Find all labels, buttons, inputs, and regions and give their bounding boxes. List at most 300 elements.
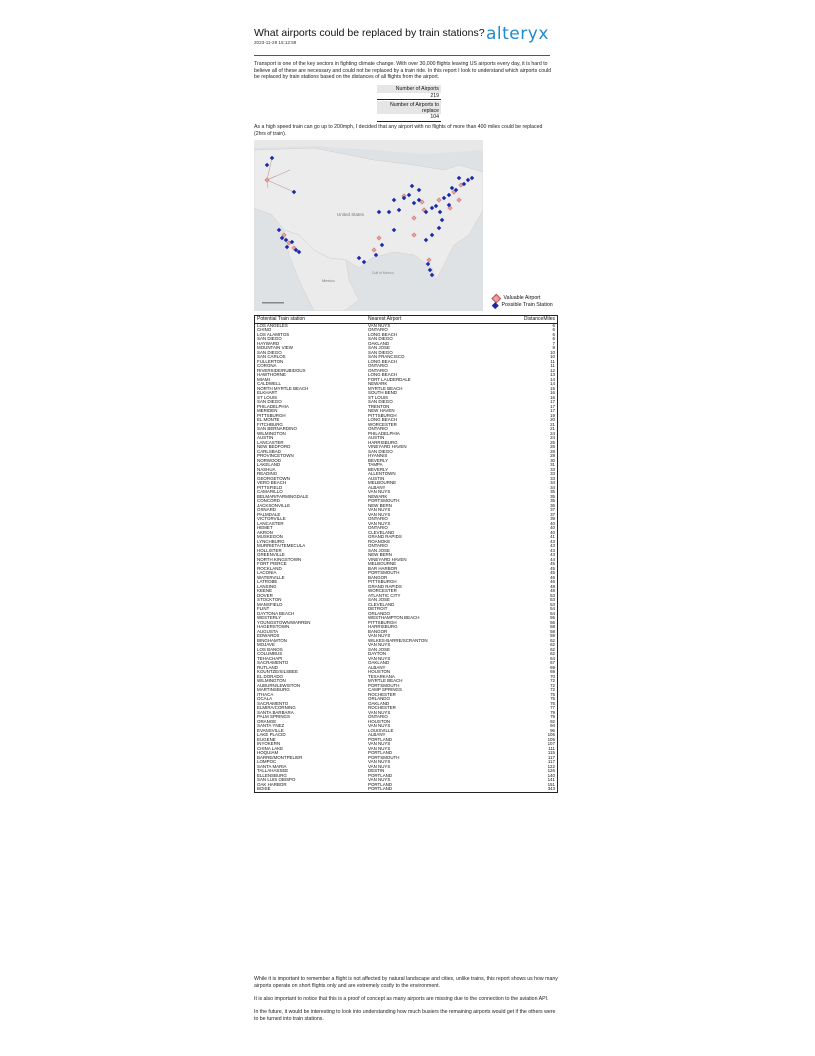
cell-station: CAMARILLO [257, 490, 283, 494]
replace-label-line1: Number of Airports to [389, 101, 439, 108]
cell-airport: NEWARK [368, 382, 388, 386]
cell-airport: ST LOUIS [368, 395, 389, 400]
col-header-airport: Nearest Airport [368, 316, 402, 322]
cell-airport: PHILADELPHIA [368, 431, 400, 436]
cell-station: FULLERTON [257, 359, 284, 364]
cell-airport: VAN NUYS [368, 521, 391, 526]
cell-airport: ONTARIO [368, 364, 388, 368]
cell-distance: 37 [550, 507, 555, 512]
cell-distance: 41 [550, 534, 555, 539]
cell-station: LATROBE [257, 580, 278, 584]
cell-station: NEW BEDFORD [257, 445, 291, 449]
cell-distance: 62 [550, 637, 555, 643]
cell-airport: TEXARKANA [368, 674, 395, 679]
cell-station: LYNCHBURG [257, 539, 285, 544]
cell-station: EVANSVILLE [257, 728, 284, 733]
cell-airport: OAKLAND [368, 701, 390, 706]
cell-airport: ORLANDO [368, 611, 390, 616]
cell-station: CHINA LAKE [257, 746, 284, 751]
cell-airport: DETROIT [368, 607, 388, 611]
cell-station: COLUMBUS [257, 652, 283, 656]
cell-station: LOS ANGELES [257, 323, 288, 328]
cell-airport: PORTLAND [368, 751, 393, 755]
cell-distance: 28 [550, 448, 555, 454]
cell-distance: 35 [550, 493, 555, 499]
cell-airport: ONTARIO [368, 368, 388, 373]
cell-airport: SAN FRANCISCO [368, 355, 405, 359]
cell-distance: 31 [550, 462, 555, 467]
cell-distance: 21 [550, 426, 555, 431]
cell-airport: WILKES-BARRE/SCRANTON [368, 638, 428, 643]
cell-station: PITTSFIELD [257, 485, 283, 490]
cell-station: SANTA MARIA [257, 764, 287, 769]
cell-airport: ONTARIO [368, 526, 388, 530]
cell-station: NORTH MYRTLE BEACH [257, 386, 309, 391]
cell-airport: MELBOURNE [368, 562, 397, 566]
cell-distance: 55 [550, 615, 555, 620]
cell-airport: PORTLAND [368, 773, 393, 778]
cell-airport: ONTARIO [368, 427, 388, 431]
cell-distance: 39 [550, 516, 555, 521]
cell-station: VICTORVILLE [257, 517, 286, 521]
cell-station: SAN CARLOS [257, 355, 286, 359]
cell-airport: SAN DIEGO [368, 337, 393, 341]
cell-distance: 107 [547, 741, 555, 746]
cell-station: PITTSBURGH [257, 413, 286, 418]
cell-distance: 62 [550, 651, 555, 656]
table-row [255, 787, 557, 792]
train-speed-paragraph: As a high speed train can go up to 200mph, I decided that any airport with no flights of more than 400 miles could be replaced (2hrs of train). [254, 124, 543, 137]
cell-airport: CLEVELAND [368, 530, 395, 535]
replace-value: 104 [377, 114, 441, 122]
cell-airport: SAN JOSE [368, 598, 390, 602]
cell-airport: PORTSMOUTH [368, 755, 400, 760]
cell-airport: LOUISVILLE [368, 728, 394, 733]
cell-station: MERIDEN [257, 409, 278, 413]
cell-station: LANCASTER [257, 521, 284, 526]
cell-airport: TRENTON [368, 404, 390, 409]
cell-distance: 20 [550, 417, 555, 422]
cell-station: CORONA [257, 364, 277, 368]
cell-station: EUGENE [257, 737, 276, 742]
replace-label [377, 101, 441, 114]
cell-distance: 7 [552, 340, 555, 346]
cell-airport: ALBANY [368, 485, 386, 490]
cell-distance: 77 [550, 705, 555, 710]
cell-distance: 45 [550, 561, 555, 566]
cell-airport: VINEYARD HAVEN [368, 557, 407, 562]
cell-airport: VAN NUYS [368, 656, 391, 661]
cell-station: ROCKLAND [257, 566, 282, 571]
cell-distance: 21 [550, 421, 555, 427]
cell-distance: 59 [550, 633, 555, 638]
cell-airport: OAKLAND [368, 341, 390, 346]
cell-distance: 36 [550, 502, 555, 508]
cell-station: VERO BEACH [257, 481, 287, 485]
cell-airport: BANGOR [368, 629, 388, 634]
cell-airport: MYRTLE BEACH [368, 679, 403, 683]
cell-airport: PORTLAND [368, 782, 393, 787]
cell-station: OXNARD [257, 508, 276, 512]
cell-station: ELMIRA/CORNING [257, 706, 296, 710]
cell-distance: 35 [550, 498, 555, 503]
cell-distance: 34 [550, 484, 555, 490]
cell-station: SANTA BARBARA [257, 710, 294, 715]
cell-station: MUSKEGON [257, 535, 283, 539]
cell-station: ELKHART [257, 391, 278, 395]
cell-airport: PORTSMOUTH [368, 571, 400, 575]
cell-airport: WESTHAMPTON BEACH [368, 616, 420, 620]
cell-distance: 37 [550, 511, 555, 517]
cell-station: SANTA YNEZ [257, 724, 285, 728]
cell-station: ORANGE [257, 719, 277, 724]
cell-station: LOS BANOS [257, 647, 283, 652]
cell-station: HAWTHORNE [257, 373, 286, 377]
cell-station: INYOKERN [257, 742, 281, 746]
cell-airport: ONTARIO [368, 544, 388, 548]
cell-airport: PORTSMOUTH [368, 683, 400, 688]
cell-airport: ATLANTIC CITY [368, 593, 401, 598]
cell-station: FITCHBURG [257, 422, 283, 427]
cell-airport: ALBANY [368, 733, 386, 737]
closing-paragraph-2: It is also important to notice that this is a proof of concept as many airports are missing due to the connection to the aviation API. [254, 995, 549, 1002]
cell-station: SAN DIEGO [257, 350, 282, 355]
cell-station: SACRAMENTO [257, 701, 289, 706]
cell-airport: TAMPA [368, 463, 383, 467]
cell-station: WATERVILLE [257, 575, 285, 580]
cell-airport: LONG BEACH [368, 418, 398, 422]
cell-station: NORTH KINGSTOWN [257, 557, 302, 562]
cell-distance: 10 [550, 354, 555, 359]
cell-airport: MYRTLE BEACH [368, 386, 403, 391]
cell-station: HAYWARD [257, 341, 280, 346]
cell-distance: 151 [547, 781, 555, 787]
cell-airport: ALBANY [368, 665, 386, 670]
train-station-table [254, 315, 558, 793]
cell-airport: WORCESTER [368, 422, 397, 427]
legend-train-label: Possible Train Station [501, 302, 553, 308]
cell-airport: BAR HARBOR [368, 566, 398, 571]
cell-distance: 14 [550, 381, 555, 386]
cell-distance: 58 [550, 628, 555, 634]
cell-distance: 40 [550, 525, 555, 530]
cell-airport: LONG BEACH [368, 332, 398, 337]
cell-distance: 30 [550, 457, 555, 463]
cell-airport: GRAND RAPIDS [368, 535, 402, 539]
cell-station: BOISE [257, 787, 271, 791]
cell-airport: PORTLAND [368, 787, 393, 791]
cell-distance: 43 [550, 552, 555, 557]
cell-airport: HOUSTON [368, 719, 391, 724]
cell-distance: 15 [550, 385, 555, 391]
cell-station: LAKELAND [257, 463, 281, 467]
cell-station: MIAMI [257, 377, 270, 382]
cell-airport: HYANNIS [368, 454, 388, 458]
cell-station: LANCASTER [257, 440, 284, 445]
cell-distance: 17 [550, 408, 555, 413]
cell-station: NORWOOD [257, 458, 282, 463]
closing-paragraph-1: While it is important to remember a flight is not affected by natural landscape and cities, unlike trains, this report shows us how many airports operate on short flights only and are extremely costly to the environment. [254, 976, 558, 989]
cell-station: LANSING [257, 584, 277, 589]
cell-distance: 48 [550, 588, 555, 593]
cell-distance: 12 [550, 367, 555, 373]
cell-distance: 35 [550, 489, 555, 494]
cell-distance: 43 [550, 547, 555, 553]
cell-station: DOVER [257, 593, 273, 598]
cell-distance: 10 [550, 349, 555, 355]
cell-distance: 117 [547, 759, 555, 764]
cell-distance: 75 [550, 696, 555, 701]
cell-airport: BEVERLY [368, 467, 389, 472]
alteryx-logo: alteryx [486, 24, 549, 44]
cell-airport: HARRISBURG [368, 625, 398, 629]
cell-station: BARRE/MONTPELIER [257, 755, 303, 760]
cell-station: BINGHAMTON [257, 638, 287, 643]
cell-station: CARLSBAD [257, 449, 281, 454]
cell-distance: 62 [550, 646, 555, 652]
cell-airport: NEW BERN [368, 553, 392, 557]
cell-airport: BEVERLY [368, 458, 389, 463]
cell-airport: ONTARIO [368, 715, 388, 719]
cell-station: LAKE PLACID [257, 733, 286, 737]
cell-station: EDWARDS [257, 634, 280, 638]
cell-distance: 69 [550, 664, 555, 670]
cell-airport: AUSTIN [368, 476, 385, 481]
cell-distance: 96 [550, 727, 555, 733]
cell-airport: ROCHESTER [368, 692, 396, 697]
cell-airport: NEW BERN [368, 503, 392, 508]
cell-airport: HOUSTON [368, 670, 391, 674]
cell-station: AUGUSTA [257, 629, 279, 634]
cell-station: RUTLAND [257, 665, 278, 670]
cell-station: PALM SPRINGS [257, 715, 290, 719]
cell-distance: 45 [550, 570, 555, 575]
cell-airport: AUSTIN [368, 436, 385, 440]
cell-airport: VAN NUYS [368, 764, 391, 769]
cell-airport: VAN NUYS [368, 643, 391, 647]
cell-station: PHILADELPHIA [257, 404, 289, 409]
map-label-mexico: Mexico [322, 278, 335, 283]
cell-airport: DAYTON [368, 652, 387, 656]
cell-distance: 117 [547, 754, 555, 760]
cell-distance: 115 [547, 750, 555, 755]
num-airports-label: Number of Airports [377, 85, 441, 93]
cell-airport: DESTIN [368, 769, 385, 773]
cell-airport: PITTSBURGH [368, 580, 397, 584]
cell-station: AKRON [257, 530, 273, 535]
cell-station: MOUNTAIN VIEW [257, 346, 293, 350]
cell-distance: 53 [550, 601, 555, 607]
cell-station: DAYTONA BEACH [257, 611, 295, 616]
table-header [255, 316, 557, 324]
cell-distance: 8 [552, 345, 555, 350]
cell-distance: 92 [550, 718, 555, 724]
cell-station: NASHUA [257, 467, 276, 472]
cell-airport: SAN DIEGO [368, 350, 393, 355]
cell-airport: SAN JOSE [368, 647, 390, 652]
cell-airport: VINEYARD HAVEN [368, 445, 407, 449]
cell-distance: 45 [550, 565, 555, 571]
cell-distance: 40 [550, 529, 555, 535]
cell-distance: 26 [550, 444, 555, 449]
cell-airport: NEW HAVEN [368, 409, 395, 413]
cell-distance: 56 [550, 619, 555, 625]
legend-valuable [492, 295, 553, 302]
cell-distance: 43 [550, 543, 555, 548]
cell-distance: 14 [550, 376, 555, 382]
cell-distance: 141 [547, 777, 555, 782]
cell-airport: WORCESTER [368, 589, 397, 593]
cell-station: CONCORD [257, 499, 280, 503]
cell-station: BELMAR/FARMINGDALE [257, 494, 309, 499]
cell-airport: VAN NUYS [368, 323, 391, 328]
cell-airport: VAN NUYS [368, 742, 391, 746]
cell-station: PALMDALE [257, 512, 281, 517]
cell-distance: 11 [550, 358, 555, 364]
cell-station: ST LOUIS [257, 395, 278, 400]
cell-distance: 46 [550, 574, 555, 580]
cell-distance: 24 [550, 435, 555, 440]
cell-station: HAGERSTOWN [257, 625, 290, 629]
cell-station: HEMET [257, 526, 273, 530]
cell-distance: 33 [550, 466, 555, 472]
cell-airport: CLEVELAND [368, 602, 395, 607]
cell-station: SACRAMENTO [257, 661, 289, 665]
cell-station: HOQUIAM [257, 751, 279, 755]
cell-distance: 72 [550, 682, 555, 688]
table-body [255, 324, 557, 792]
cell-airport: CAMP SPRINGS [368, 688, 402, 692]
stats-table [377, 85, 441, 123]
cell-station: AUBURN/LEWISTON [257, 683, 301, 688]
cell-airport: VAN NUYS [368, 508, 391, 512]
closing-section [254, 976, 558, 1029]
cell-station: TALLAHASSEE [257, 769, 289, 773]
cell-airport: VAN NUYS [368, 760, 391, 764]
cell-distance: 33 [550, 471, 555, 476]
cell-airport: HARRISBURG [368, 440, 398, 445]
cell-distance: 6 [552, 327, 555, 332]
cell-station: TEHACHAPI [257, 656, 283, 661]
cell-distance: 94 [550, 723, 555, 728]
cell-airport: ONTARIO [368, 517, 388, 521]
cell-airport: PITTSBURGH [368, 620, 397, 625]
cell-station: CHINO [257, 328, 272, 332]
num-airports-value: 219 [377, 93, 441, 101]
cell-station: ITHACA [257, 692, 274, 697]
cell-station: MOJAVE [257, 643, 275, 647]
cell-distance: 43 [550, 538, 555, 544]
cell-distance: 122 [547, 763, 555, 769]
cell-station: WILMINGTON [257, 679, 286, 683]
airport-map [254, 140, 483, 311]
legend-train [492, 302, 553, 309]
cell-airport: VAN NUYS [368, 634, 391, 638]
cell-distance: 46 [550, 579, 555, 584]
cell-distance: 75 [550, 700, 555, 706]
cell-station: JACKSONVILLE [257, 503, 291, 508]
cell-airport: LONG BEACH [368, 373, 398, 377]
cell-distance: 16 [550, 394, 555, 400]
cell-distance: 64 [550, 655, 555, 661]
cell-distance: 53 [550, 592, 555, 598]
cell-airport: FORT LAUDERDALE [368, 377, 411, 382]
cell-station: MANSFIELD [257, 602, 283, 607]
cell-station: PROVINCETOWN [257, 454, 294, 458]
cell-distance: 48 [550, 583, 555, 589]
cell-airport: VAN NUYS [368, 490, 391, 494]
cell-airport: SAN DIEGO [368, 449, 393, 454]
cell-station: YOUNGSTOWN/WARREN [257, 620, 311, 625]
cell-distance: 140 [547, 772, 555, 778]
cell-station: SAN DIEGO [257, 337, 282, 341]
cell-distance: 6 [552, 322, 555, 328]
cell-distance: 44 [550, 556, 555, 562]
cell-airport: LONG BEACH [368, 359, 398, 364]
col-header-distance: DistanceMiles [523, 316, 555, 322]
legend-valuable-label: Valuable Airport [503, 295, 541, 301]
cell-station: STOCKTON [257, 598, 282, 602]
cell-distance: 67 [550, 660, 555, 665]
cell-distance: 24 [550, 430, 555, 436]
closing-paragraph-3: In the future, it would be interesting to look into understanding how much busiers the remaining airports would get if the others were to be turned into train stations. [254, 1008, 556, 1022]
cell-distance: 17 [550, 403, 555, 409]
cell-station: ELLENSBURG [257, 773, 287, 778]
cell-airport: GRAND RAPIDS [368, 584, 402, 589]
map-svg [254, 140, 483, 311]
train-station-icon [492, 302, 498, 308]
cell-distance: 70 [550, 673, 555, 679]
cell-distance: 69 [550, 669, 555, 674]
cell-airport: ONTARIO [368, 328, 388, 332]
cell-station: CALDWELL [257, 382, 281, 386]
cell-station: LOS ALAMITOS [257, 332, 290, 337]
cell-station: KOUNTZE/SILSBEE [257, 670, 298, 674]
cell-station: SAN BERNARDINO [257, 427, 297, 431]
map-label-us: United States [337, 212, 365, 217]
cell-distance: 33 [550, 475, 555, 481]
cell-airport: ALLENTOWN [368, 472, 396, 476]
cell-station: LOMPOC [257, 760, 277, 764]
header-divider [254, 55, 550, 56]
cell-station: LACONIA [257, 571, 277, 575]
cell-station: WILMINGTON [257, 431, 286, 436]
cell-airport: ORLANDO [368, 697, 390, 701]
cell-airport: PORTLAND [368, 737, 393, 742]
cell-distance: 53 [550, 597, 555, 602]
cell-distance: 126 [547, 768, 555, 773]
cell-distance: 34 [550, 480, 555, 485]
cell-distance: 72 [550, 678, 555, 683]
cell-distance: 343 [547, 786, 555, 791]
cell-station: MURRIETA/TEMECULA [257, 544, 306, 548]
cell-station: AUSTIN [257, 436, 274, 440]
cell-distance: 54 [550, 606, 555, 611]
cell-distance: 6 [552, 331, 555, 337]
cell-airport: VAN NUYS [368, 746, 391, 751]
map-legend [492, 295, 553, 309]
cell-distance: 28 [550, 453, 555, 458]
cell-distance: 54 [550, 610, 555, 616]
cell-distance: 19 [550, 412, 555, 418]
cell-station: HOLLISTER [257, 548, 282, 553]
cell-station: SAN LUIS OBISPO [257, 778, 296, 782]
cell-airport: ROCHESTER [368, 706, 396, 710]
cell-distance: 105 [547, 732, 555, 737]
cell-distance: 105 [547, 736, 555, 742]
cell-airport: BANGOR [368, 575, 388, 580]
cell-airport: PORTSMOUTH [368, 499, 400, 503]
